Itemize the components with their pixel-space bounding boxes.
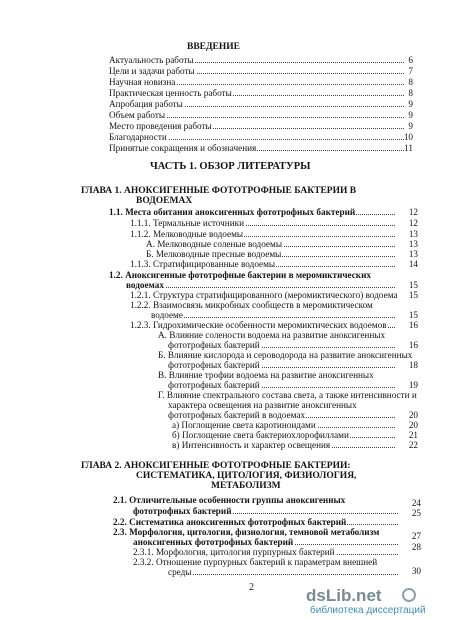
toc-entry-text[interactable]: 1.2.2. Взаимосвязь микробных сообществ в меромиктическом [130, 300, 373, 310]
toc-page: 16 [408, 340, 418, 350]
toc-row[interactable]: Научная новизна [109, 77, 404, 87]
toc-page: 16 [408, 320, 418, 330]
toc-entry-text[interactable]: В. Влияние трофии водоема на развитие аноксигенных [158, 370, 374, 380]
toc-row[interactable]: 1.2.1. Структура стратифицированного (меромиктического) водоема [130, 290, 398, 300]
toc-page: 15 [408, 280, 418, 290]
toc-page: 19 [408, 380, 418, 390]
toc-page: 15 [408, 290, 418, 300]
toc-entry-text[interactable]: 2.3. Морфология, цитология, физиология, темновой метаболизм [113, 527, 380, 537]
toc-page: 20 [408, 410, 418, 420]
toc-row[interactable]: водоеме [151, 310, 395, 320]
watermark [300, 586, 448, 618]
toc-page: 22 [408, 440, 418, 450]
toc-row[interactable]: среды [168, 567, 398, 577]
toc-page: 25 [411, 508, 421, 518]
toc-page: 15 [408, 310, 418, 320]
toc-row[interactable]: Актуальность работы [109, 55, 404, 65]
toc-page: 12 [408, 218, 418, 228]
watermark-logo: dsLib.net [306, 586, 382, 605]
toc-page: 6 [408, 55, 413, 65]
toc-row[interactable]: 2.3.1. Морфология, цитология пурпурных бактерий [133, 547, 398, 557]
toc-page: 9 [408, 121, 413, 131]
dslib-logo-icon [402, 588, 416, 602]
toc-page: 20 [408, 420, 418, 430]
chapter-title: ГЛАВА 2. АНОКСИГЕННЫЕ ФОТОТРОФНЫЕ БАКТЕРИИ: [81, 461, 351, 471]
toc-entry-text[interactable]: 2.3.2. Отношение пурпурных бактерий к параметрам внешней [133, 557, 378, 567]
toc-row[interactable]: 1.1.2. Мелководные водоемы [130, 229, 395, 239]
page-number: 2 [249, 582, 254, 593]
toc-row[interactable]: в) Интенсивность и характер освещения [172, 440, 395, 450]
toc-entry-text[interactable]: 2.1. Отличительные особенности группы аноксигенных [113, 495, 346, 505]
toc-row[interactable]: Место проведения работы [109, 121, 404, 131]
toc-page: 24 [411, 498, 421, 508]
toc-page: 9 [408, 110, 413, 120]
toc-page: 13 [408, 239, 418, 249]
toc-entry-text[interactable]: Г. Влияние спектрального состава света, а также интенсивности и [158, 390, 417, 400]
toc-page: 21 [408, 430, 418, 440]
part-heading: ЧАСТЬ 1. ОБЗОР ЛИТЕРАТУРЫ [150, 161, 311, 172]
toc-page: 13 [408, 249, 418, 259]
toc-row[interactable]: 1.1.1. Термальные источники [130, 218, 395, 228]
toc-row[interactable]: Благодарности [109, 132, 404, 142]
toc-row[interactable]: фототрофных бактерий [168, 340, 395, 350]
toc-page: 18 [408, 360, 418, 370]
toc-row[interactable]: Принятые сокращения и обозначения [109, 143, 404, 153]
toc-row[interactable]: 2.2. Систематика аноксигенных фототрофных бактерий [113, 517, 398, 527]
toc-row[interactable]: Апробация работы [109, 99, 404, 109]
toc-row[interactable]: аноксигенных фототрофных бактерий [133, 537, 398, 547]
toc-row[interactable]: Объем работы [109, 110, 404, 120]
intro-heading: ВВЕДЕНИЕ [187, 42, 240, 52]
chapter-title: МЕТАБОЛИЗМ [211, 481, 281, 491]
toc-page: 30 [411, 566, 421, 576]
toc-row[interactable]: фототрофных бактерий [168, 380, 395, 390]
toc-page: 28 [411, 542, 421, 552]
toc-row[interactable]: 1.1.3. Стратифицированные водоемы [130, 259, 395, 269]
toc-page: 10 [403, 132, 413, 142]
chapter-title: ГЛАВА 1. АНОКСИГЕННЫЕ ФОТОТРОФНЫЕ БАКТЕРИИ В [81, 186, 357, 196]
toc-page: 7 [408, 66, 413, 76]
toc-page: 9 [408, 99, 413, 109]
toc-entry-text[interactable]: характера освещения на развитие аноксигенных [168, 400, 357, 410]
toc-row[interactable]: Б. Мелководные пресные водоемы [146, 249, 395, 259]
toc-page: 27 [411, 531, 421, 541]
chapter-title: СИСТЕМАТИКА, ЦИТОЛОГИЯ, ФИЗИОЛОГИЯ, [136, 471, 357, 481]
toc-entry-text[interactable]: А. Влияние солености водоема на развитие аноксигенных [158, 330, 386, 340]
toc-row[interactable]: 1.1. Места обитания аноксигенных фототрофных бактерий [109, 207, 395, 217]
toc-row[interactable]: фототрофных бактерий [133, 506, 398, 516]
toc-entry-text[interactable]: Б. Влияние кислорода и сероводорода на развитие аноксигенных [158, 350, 413, 360]
toc-page: 13 [408, 229, 418, 239]
toc-row[interactable]: а) Поглощение света каротиноидами [172, 420, 395, 430]
toc-row[interactable]: б) Поглощение света бактериохлорофиллами [172, 430, 395, 440]
toc-page: 8 [408, 88, 413, 98]
chapter-title: ВОДОЕМАХ [136, 196, 193, 206]
toc-page: 11 [404, 143, 413, 153]
toc-row[interactable]: фототрофных бактерий [168, 360, 395, 370]
toc-row[interactable]: Цели и задачи работы [109, 66, 404, 76]
toc-row[interactable]: А. Мелководные соленые водоемы [146, 239, 395, 249]
toc-entry-text[interactable]: 1.2. Аноксигенные фототрофные бактерии в меромиктических [109, 270, 371, 280]
toc-page: 8 [408, 77, 413, 87]
toc-page: 14 [408, 259, 418, 269]
watermark-tagline: библиотека диссертаций [310, 605, 426, 616]
toc-row[interactable]: 1.2.3. Гидрохимические особенности меромиктических водоемов [130, 320, 395, 330]
toc-row[interactable]: Практическая ценность работы [109, 88, 404, 98]
toc-row[interactable]: водоемах [126, 280, 395, 290]
toc-row[interactable]: фототрофных бактерий в водоемах [168, 410, 395, 420]
toc-page: 12 [408, 207, 418, 217]
